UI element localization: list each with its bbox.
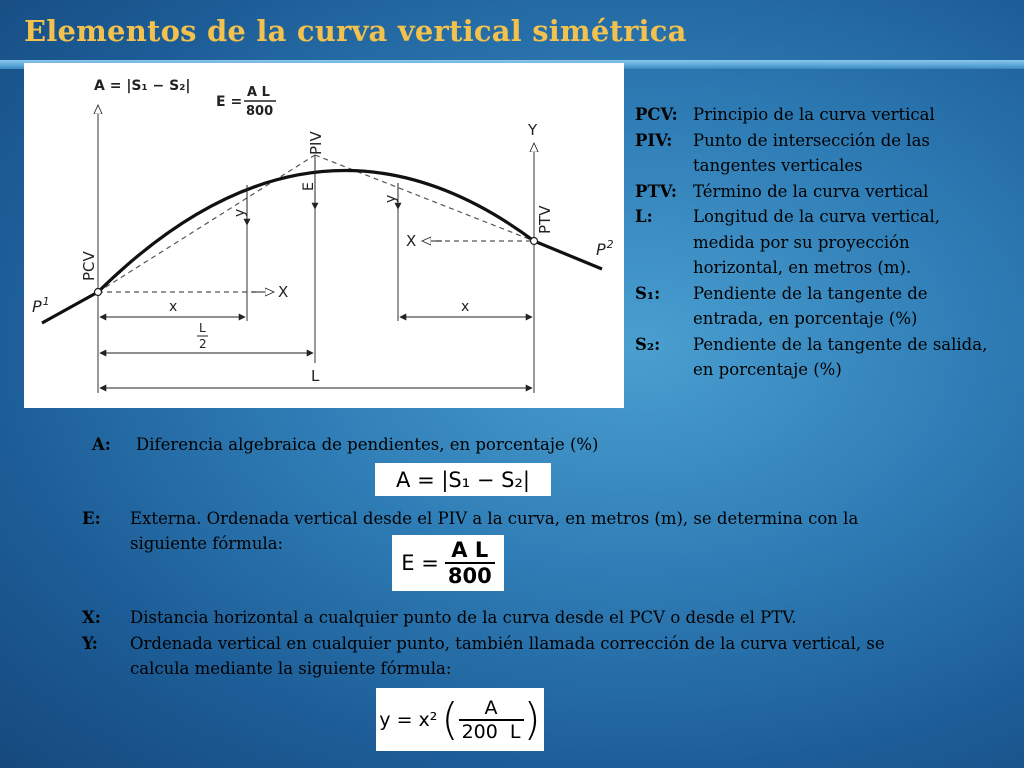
definition-text: siguiente fórmula:: [130, 534, 284, 553]
formula-a-box: [375, 463, 551, 496]
e-label: E: [301, 182, 317, 191]
legend-text: Pendiente de la tangente de salida,: [693, 334, 988, 354]
legend-text: tangentes verticales: [693, 156, 863, 175]
vertical-curve-path: [42, 171, 602, 323]
slide-title: Elementos de la curva vertical simétrica: [24, 14, 687, 48]
tangent-exit: [315, 155, 534, 241]
legend-row-ptv: [635, 179, 1020, 205]
definition-key: Y:: [82, 634, 98, 653]
formula-e-numerator: A L: [451, 538, 489, 562]
dim-x-right-label: x: [461, 299, 470, 315]
formula-y-paren-open: (: [441, 693, 459, 745]
legend-row-piv: [635, 128, 1020, 179]
formula-y-numerator: A: [484, 696, 498, 719]
diagram-x-axis-label: X: [278, 283, 289, 301]
formula-y-box: [376, 688, 544, 751]
formula-y-left: y = x²: [379, 708, 438, 731]
dim-l-label: L: [311, 367, 320, 385]
dim-l-half-den: 2: [199, 337, 207, 351]
y-axis-label: Y: [528, 121, 538, 139]
diagram-formula-e-den: 800: [246, 104, 274, 119]
definition-x: [82, 605, 982, 631]
vertical-curve-svg: [24, 63, 624, 408]
dim-l-half-num: L: [199, 321, 206, 335]
definition-e: [82, 506, 982, 558]
formula-e-fraction: [445, 538, 495, 588]
formula-y-fraction: [459, 697, 524, 743]
legend-key: S₁:: [635, 283, 661, 303]
diagram-x-axis-label-2: X: [406, 232, 417, 250]
legend-text: Punto de intersección de las: [693, 130, 930, 150]
legend: [635, 102, 1020, 383]
definition-text: Externa. Ordenada vertical desde el PIV a la curva, en metros (m), se determina con la: [130, 509, 859, 528]
legend-row-s2: [635, 332, 1020, 383]
legend-key: PCV:: [635, 105, 678, 124]
pcv-point: [95, 289, 102, 296]
dim-x-left-label: x: [169, 299, 178, 315]
formula-y-paren-close: ): [523, 693, 541, 745]
legend-text: horizontal, en metros (m).: [693, 258, 912, 277]
legend-text: medida por su proyección: [693, 232, 910, 252]
legend-text: entrada, en porcentaje (%): [693, 309, 918, 328]
legend-text: Principio de la curva vertical: [693, 105, 935, 124]
formula-e-left: E =: [401, 551, 439, 575]
definition-y: [82, 631, 982, 683]
legend-key: PIV:: [635, 130, 673, 150]
definition-text: Diferencia algebraica de pendientes, en porcentaje (%): [136, 435, 599, 454]
p1-label: $P^1$: [32, 295, 50, 316]
legend-row-pcv: [635, 102, 1020, 128]
formula-e-denominator: 800: [445, 562, 495, 588]
legend-text: Pendiente de la tangente de: [693, 283, 928, 303]
formula-a: A = |S₁ − S₂|: [396, 467, 530, 492]
legend-row-s1: [635, 281, 1020, 332]
y-small-left-label: y: [232, 208, 248, 217]
definition-text: Distancia horizontal a cualquier punto de la curva desde el PCV o desde el PTV.: [130, 608, 797, 627]
legend-row-l: [635, 204, 1020, 281]
legend-text: Término de la curva vertical: [693, 181, 929, 201]
legend-text: Longitud de la curva vertical,: [693, 207, 940, 226]
definition-a: [92, 432, 692, 458]
definition-text: calcula mediante la siguiente fórmula:: [130, 659, 452, 678]
pcv-label: PCV: [80, 251, 98, 281]
legend-key: S₂:: [635, 334, 661, 354]
definition-text: Ordenada vertical en cualquier punto, también llamada corrección de la curva vertical, se: [130, 634, 885, 653]
legend-key: L:: [635, 207, 653, 226]
p2-label: $P^2$: [596, 238, 614, 259]
formula-e-box: [392, 535, 504, 591]
diagram-formula-e-num: A L: [247, 85, 270, 100]
ptv-label: PTV: [536, 205, 554, 234]
definition-key: A:: [92, 435, 111, 454]
legend-text: en porcentaje (%): [693, 360, 842, 379]
vertical-curve-diagram: [24, 63, 624, 408]
ptv-point: [531, 238, 538, 245]
legend-key: PTV:: [635, 181, 677, 201]
piv-label: PIV: [307, 131, 325, 155]
diagram-formula-a: A = |S₁ − S₂|: [94, 78, 191, 94]
tangent-entry: [98, 155, 315, 292]
y-small-right-label: y: [383, 194, 399, 203]
diagram-formula-e-left: E =: [216, 94, 243, 110]
definition-key: E:: [82, 509, 101, 528]
formula-y-denominator: 200 L: [459, 719, 524, 743]
definition-key: X:: [82, 608, 101, 627]
